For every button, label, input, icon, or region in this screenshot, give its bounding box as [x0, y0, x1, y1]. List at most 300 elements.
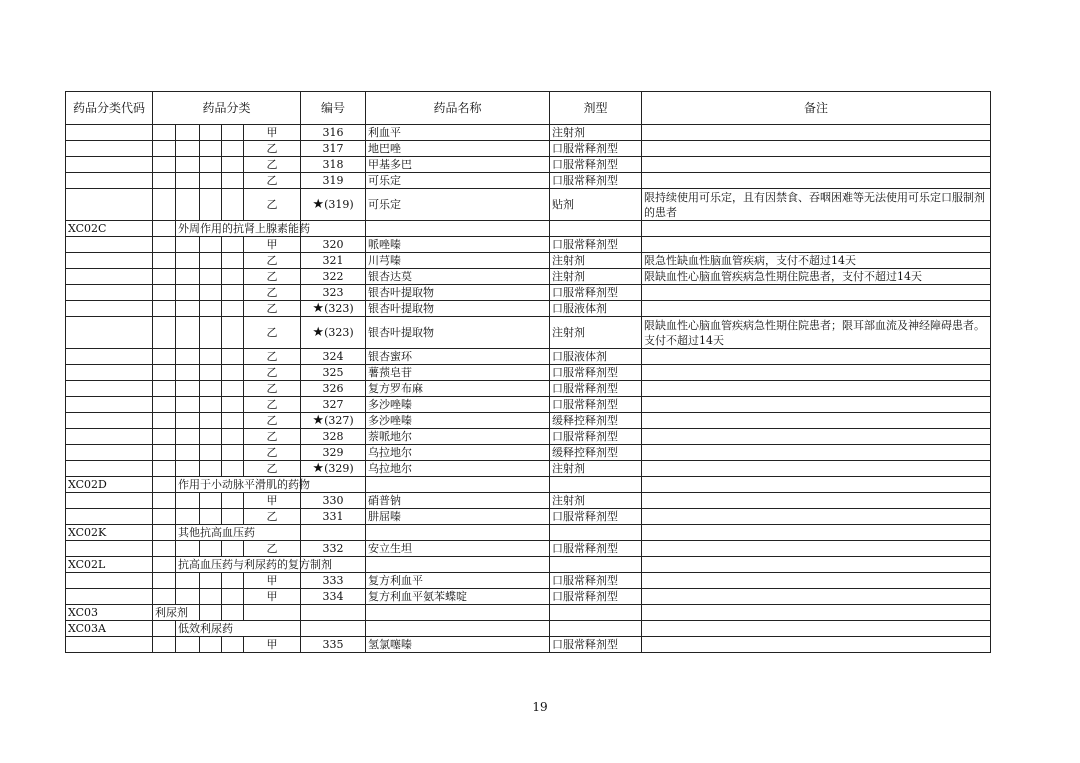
number-cell — [301, 301, 366, 317]
dosage-form: 注射剂 — [550, 125, 642, 141]
level-cell — [222, 173, 244, 189]
drug-name: 氢氯噻嗪 — [366, 637, 550, 653]
remarks — [642, 237, 991, 253]
category-label: 其他抗高血压药 — [176, 525, 301, 541]
level-cell — [176, 429, 200, 445]
drug-name: 银杏达莫 — [366, 269, 550, 285]
level-cell — [200, 397, 222, 413]
code-cell — [66, 573, 153, 589]
level-cell — [222, 381, 244, 397]
remarks: 限持续使用可乐定，且有因禁食、吞咽困难等无法使用可乐定口服制剂的患者 — [642, 189, 991, 221]
table-row — [66, 173, 991, 189]
dosage-form: 注射剂 — [550, 253, 642, 269]
level-cell — [176, 253, 200, 269]
level-cell — [176, 381, 200, 397]
level-cell — [222, 285, 244, 301]
empty-cell — [642, 525, 991, 541]
empty-cell — [366, 477, 550, 493]
level-cell — [200, 637, 222, 653]
empty-cell — [153, 621, 176, 637]
level-cell — [200, 429, 222, 445]
drug-number: 317 — [322, 142, 344, 155]
dosage-form: 口服液体剂 — [550, 301, 642, 317]
level-cell — [176, 125, 200, 141]
remarks: 限缺血性心脑血管疾病急性期住院患者，支付不超过14天 — [642, 269, 991, 285]
drug-catalog-table — [65, 91, 991, 653]
header-code: 药品分类代码 — [66, 92, 153, 125]
code-cell — [66, 413, 153, 429]
category-row — [66, 221, 991, 237]
level-cell — [222, 493, 244, 509]
number-cell — [301, 429, 366, 445]
category-code: XC02K — [66, 525, 153, 541]
level-cell — [222, 253, 244, 269]
code-cell — [66, 253, 153, 269]
dosage-form: 注射剂 — [550, 269, 642, 285]
level-cell — [222, 461, 244, 477]
code-cell — [66, 349, 153, 365]
table-row — [66, 157, 991, 173]
remarks — [642, 541, 991, 557]
drug-number: 319 — [322, 174, 344, 187]
header-remarks: 备注 — [642, 92, 991, 125]
level-cell — [200, 301, 222, 317]
empty-cell — [200, 605, 222, 621]
level-cell — [153, 285, 176, 301]
grade-cell: 乙 — [244, 301, 301, 317]
level-cell — [222, 397, 244, 413]
drug-number: 323 — [322, 286, 344, 299]
dosage-form: 口服常释剂型 — [550, 237, 642, 253]
drug-number: 335 — [322, 638, 344, 651]
level-cell — [153, 589, 176, 605]
header-category: 药品分类 — [153, 92, 301, 125]
category-code: XC02L — [66, 557, 153, 573]
drug-name: 川芎嗪 — [366, 253, 550, 269]
level-cell — [176, 237, 200, 253]
table-row — [66, 285, 991, 301]
level-cell — [176, 461, 200, 477]
drug-number: 328 — [322, 430, 344, 443]
drug-number: 331 — [322, 510, 344, 523]
empty-cell — [153, 477, 176, 493]
category-row — [66, 557, 991, 573]
level-cell — [176, 141, 200, 157]
drug-name: 银杏叶提取物 — [366, 285, 550, 301]
grade-cell: 乙 — [244, 413, 301, 429]
table-row — [66, 413, 991, 429]
level-cell — [222, 413, 244, 429]
remarks — [642, 301, 991, 317]
level-cell — [200, 253, 222, 269]
code-cell — [66, 301, 153, 317]
grade-cell: 乙 — [244, 365, 301, 381]
star-mark: ★ — [312, 461, 325, 476]
level-cell — [176, 365, 200, 381]
drug-name: 银杏蜜环 — [366, 349, 550, 365]
level-cell — [176, 509, 200, 525]
code-cell — [66, 141, 153, 157]
drug-name: 薯蓣皂苷 — [366, 365, 550, 381]
level-cell — [222, 301, 244, 317]
level-cell — [200, 493, 222, 509]
grade-cell: 甲 — [244, 573, 301, 589]
grade-cell: 甲 — [244, 237, 301, 253]
level-cell — [200, 173, 222, 189]
remarks — [642, 413, 991, 429]
number-cell — [301, 445, 366, 461]
level-cell — [176, 541, 200, 557]
drug-name: 复方利血平氨苯蝶啶 — [366, 589, 550, 605]
dosage-form: 注射剂 — [550, 317, 642, 349]
empty-cell — [301, 605, 366, 621]
empty-cell — [366, 221, 550, 237]
level-cell — [222, 125, 244, 141]
code-cell — [66, 493, 153, 509]
remarks — [642, 589, 991, 605]
drug-name: 硝普钠 — [366, 493, 550, 509]
empty-cell — [366, 605, 550, 621]
number-cell — [301, 413, 366, 429]
dosage-form: 口服常释剂型 — [550, 509, 642, 525]
empty-cell — [153, 221, 176, 237]
drug-name: 肼屈嗪 — [366, 509, 550, 525]
level-cell — [222, 141, 244, 157]
drug-number: 334 — [322, 590, 344, 603]
dosage-form: 口服常释剂型 — [550, 141, 642, 157]
grade-cell: 乙 — [244, 445, 301, 461]
level-cell — [153, 429, 176, 445]
code-cell — [66, 157, 153, 173]
table-row — [66, 237, 991, 253]
level-cell — [153, 365, 176, 381]
drug-number: (319) — [324, 198, 354, 211]
number-cell — [301, 509, 366, 525]
category-label: 利尿剂 — [153, 605, 200, 621]
drug-number: 329 — [322, 446, 344, 459]
level-cell — [200, 381, 222, 397]
remarks — [642, 365, 991, 381]
number-cell — [301, 141, 366, 157]
empty-cell — [366, 525, 550, 541]
category-label: 低效利尿药 — [176, 621, 301, 637]
grade-cell: 乙 — [244, 429, 301, 445]
code-cell — [66, 397, 153, 413]
table-row — [66, 509, 991, 525]
grade-cell: 乙 — [244, 173, 301, 189]
number-cell — [301, 541, 366, 557]
remarks — [642, 493, 991, 509]
level-cell — [200, 589, 222, 605]
drug-name: 银杏叶提取物 — [366, 301, 550, 317]
drug-number: 324 — [322, 350, 344, 363]
drug-number: 316 — [322, 126, 344, 139]
empty-cell — [222, 605, 244, 621]
empty-cell — [550, 621, 642, 637]
drug-name: 多沙唑嗪 — [366, 397, 550, 413]
table-row — [66, 381, 991, 397]
drug-number: 333 — [322, 574, 344, 587]
dosage-form: 缓释控释剂型 — [550, 445, 642, 461]
level-cell — [176, 493, 200, 509]
remarks — [642, 429, 991, 445]
drug-name: 乌拉地尔 — [366, 445, 550, 461]
table-body — [66, 125, 991, 653]
empty-cell — [642, 605, 991, 621]
header-number: 编号 — [301, 92, 366, 125]
level-cell — [176, 317, 200, 349]
table-row — [66, 589, 991, 605]
drug-number: (323) — [324, 302, 354, 315]
empty-cell — [366, 557, 550, 573]
level-cell — [153, 413, 176, 429]
number-cell — [301, 285, 366, 301]
dosage-form: 口服常释剂型 — [550, 397, 642, 413]
empty-cell — [301, 477, 366, 493]
remarks — [642, 461, 991, 477]
level-cell — [200, 269, 222, 285]
level-cell — [200, 413, 222, 429]
level-cell — [176, 445, 200, 461]
level-cell — [176, 413, 200, 429]
empty-cell — [366, 621, 550, 637]
level-cell — [200, 445, 222, 461]
category-code: XC02D — [66, 477, 153, 493]
code-cell — [66, 125, 153, 141]
dosage-form: 口服液体剂 — [550, 349, 642, 365]
empty-cell — [550, 221, 642, 237]
dosage-form: 口服常释剂型 — [550, 589, 642, 605]
level-cell — [153, 237, 176, 253]
level-cell — [153, 173, 176, 189]
category-code: XC03 — [66, 605, 153, 621]
grade-cell: 甲 — [244, 637, 301, 653]
grade-cell: 乙 — [244, 189, 301, 221]
grade-cell: 乙 — [244, 349, 301, 365]
level-cell — [153, 189, 176, 221]
empty-cell — [642, 221, 991, 237]
remarks — [642, 157, 991, 173]
drug-number: 322 — [322, 270, 344, 283]
category-code: XC02C — [66, 221, 153, 237]
dosage-form: 注射剂 — [550, 461, 642, 477]
drug-name: 萘哌地尔 — [366, 429, 550, 445]
drug-number: 321 — [322, 254, 344, 267]
empty-cell — [153, 525, 176, 541]
remarks — [642, 349, 991, 365]
level-cell — [200, 573, 222, 589]
level-cell — [222, 237, 244, 253]
grade-cell: 乙 — [244, 317, 301, 349]
level-cell — [222, 509, 244, 525]
remarks: 限急性缺血性脑血管疾病，支付不超过14天 — [642, 253, 991, 269]
number-cell — [301, 381, 366, 397]
level-cell — [200, 317, 222, 349]
grade-cell: 乙 — [244, 269, 301, 285]
remarks — [642, 509, 991, 525]
code-cell — [66, 285, 153, 301]
level-cell — [153, 269, 176, 285]
empty-cell — [244, 605, 301, 621]
level-cell — [200, 141, 222, 157]
code-cell — [66, 429, 153, 445]
remarks — [642, 141, 991, 157]
level-cell — [153, 349, 176, 365]
grade-cell: 甲 — [244, 125, 301, 141]
dosage-form: 口服常释剂型 — [550, 637, 642, 653]
category-row — [66, 477, 991, 493]
drug-number: 318 — [322, 158, 344, 171]
table-row — [66, 301, 991, 317]
grade-cell: 乙 — [244, 509, 301, 525]
empty-cell — [153, 557, 176, 573]
table-row — [66, 637, 991, 653]
table-row — [66, 397, 991, 413]
level-cell — [153, 493, 176, 509]
level-cell — [200, 189, 222, 221]
code-cell — [66, 381, 153, 397]
level-cell — [222, 349, 244, 365]
level-cell — [176, 301, 200, 317]
level-cell — [200, 157, 222, 173]
drug-name: 利血平 — [366, 125, 550, 141]
level-cell — [222, 637, 244, 653]
table-row — [66, 141, 991, 157]
remarks — [642, 573, 991, 589]
grade-cell: 甲 — [244, 493, 301, 509]
remarks: 限缺血性心脑血管疾病急性期住院患者；限耳部血流及神经障碍患者。支付不超过14天 — [642, 317, 991, 349]
table-row — [66, 253, 991, 269]
level-cell — [176, 637, 200, 653]
dosage-form: 贴剂 — [550, 189, 642, 221]
star-mark: ★ — [312, 413, 325, 428]
code-cell — [66, 637, 153, 653]
empty-cell — [301, 621, 366, 637]
drug-name: 多沙唑嗪 — [366, 413, 550, 429]
empty-cell — [550, 477, 642, 493]
drug-name: 甲基多巴 — [366, 157, 550, 173]
remarks — [642, 285, 991, 301]
drug-name: 可乐定 — [366, 189, 550, 221]
table-row — [66, 573, 991, 589]
level-cell — [176, 349, 200, 365]
empty-cell — [301, 221, 366, 237]
level-cell — [153, 637, 176, 653]
level-cell — [200, 365, 222, 381]
remarks — [642, 125, 991, 141]
table-row — [66, 461, 991, 477]
number-cell — [301, 365, 366, 381]
category-row — [66, 621, 991, 637]
drug-name: 哌唑嗪 — [366, 237, 550, 253]
category-label: 外周作用的抗肾上腺素能药 — [176, 221, 301, 237]
table-row — [66, 429, 991, 445]
table-header-row — [66, 92, 991, 125]
table-row — [66, 493, 991, 509]
empty-cell — [642, 477, 991, 493]
code-cell — [66, 317, 153, 349]
level-cell — [200, 349, 222, 365]
drug-name: 地巴唑 — [366, 141, 550, 157]
number-cell — [301, 173, 366, 189]
level-cell — [153, 397, 176, 413]
table-row — [66, 365, 991, 381]
drug-name: 复方罗布麻 — [366, 381, 550, 397]
level-cell — [153, 573, 176, 589]
header-name: 药品名称 — [366, 92, 550, 125]
level-cell — [222, 269, 244, 285]
drug-number: 326 — [322, 382, 344, 395]
number-cell — [301, 253, 366, 269]
dosage-form: 口服常释剂型 — [550, 157, 642, 173]
level-cell — [222, 573, 244, 589]
grade-cell: 乙 — [244, 397, 301, 413]
empty-cell — [301, 525, 366, 541]
drug-number: 320 — [322, 238, 344, 251]
drug-number: (323) — [324, 326, 354, 339]
empty-cell — [642, 621, 991, 637]
grade-cell: 乙 — [244, 285, 301, 301]
level-cell — [153, 141, 176, 157]
dosage-form: 缓释控释剂型 — [550, 413, 642, 429]
dosage-form: 口服常释剂型 — [550, 429, 642, 445]
category-row — [66, 605, 991, 621]
empty-cell — [550, 605, 642, 621]
table-row — [66, 445, 991, 461]
table-row — [66, 349, 991, 365]
drug-number: (329) — [324, 462, 354, 475]
empty-cell — [550, 525, 642, 541]
level-cell — [153, 381, 176, 397]
code-cell — [66, 237, 153, 253]
grade-cell: 乙 — [244, 253, 301, 269]
level-cell — [176, 397, 200, 413]
level-cell — [200, 541, 222, 557]
level-cell — [222, 189, 244, 221]
number-cell — [301, 269, 366, 285]
level-cell — [153, 541, 176, 557]
drug-number: 325 — [322, 366, 344, 379]
star-mark: ★ — [312, 325, 325, 340]
drug-name: 银杏叶提取物 — [366, 317, 550, 349]
level-cell — [200, 237, 222, 253]
drug-number: 330 — [322, 494, 344, 507]
level-cell — [176, 157, 200, 173]
table-row — [66, 189, 991, 221]
star-mark: ★ — [312, 197, 325, 212]
code-cell — [66, 173, 153, 189]
level-cell — [200, 509, 222, 525]
code-cell — [66, 461, 153, 477]
number-cell — [301, 125, 366, 141]
header-form: 剂型 — [550, 92, 642, 125]
level-cell — [176, 269, 200, 285]
dosage-form: 口服常释剂型 — [550, 541, 642, 557]
grade-cell: 乙 — [244, 381, 301, 397]
level-cell — [200, 125, 222, 141]
level-cell — [222, 365, 244, 381]
level-cell — [222, 157, 244, 173]
level-cell — [153, 461, 176, 477]
grade-cell: 乙 — [244, 541, 301, 557]
number-cell — [301, 637, 366, 653]
level-cell — [153, 125, 176, 141]
level-cell — [176, 173, 200, 189]
category-row — [66, 525, 991, 541]
drug-name: 可乐定 — [366, 173, 550, 189]
dosage-form: 口服常释剂型 — [550, 365, 642, 381]
number-cell — [301, 317, 366, 349]
